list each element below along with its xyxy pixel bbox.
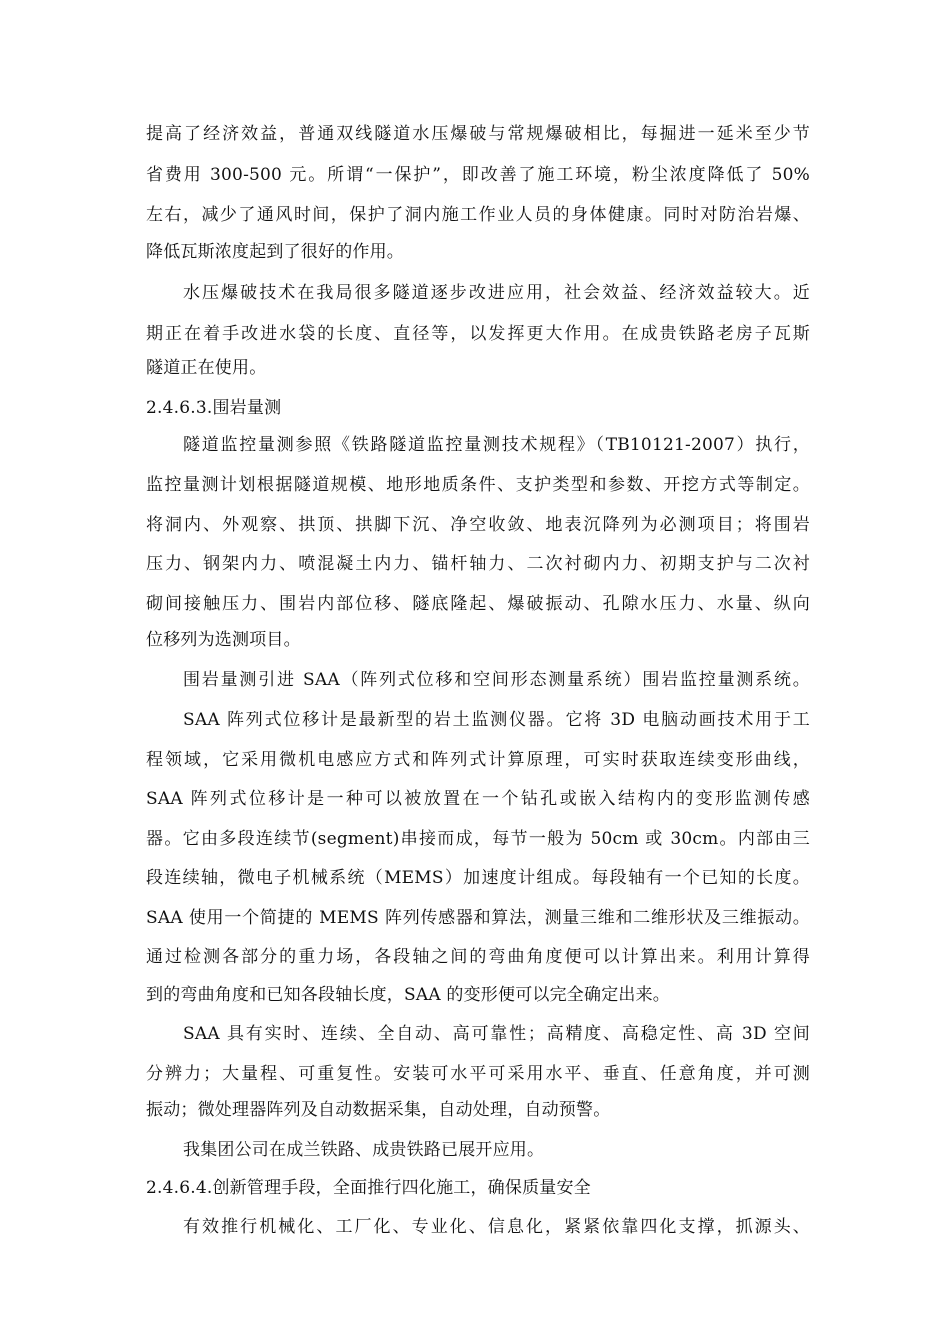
body-text-line: 程领域，它采用微机电感应方式和阵列式计算原理，可实时获取连续变形曲线，: [146, 750, 810, 770]
body-text-line: SAA 阵列式位移计是一种可以被放置在一个钻孔或嵌入结构内的变形监测传感: [146, 789, 810, 809]
body-text-line: 压力、钢架内力、喷混凝土内力、锚杆轴力、二次衬砌内力、初期支护与二次衬: [146, 554, 810, 574]
body-text-line: 提高了经济效益，普通双线隧道水压爆破与常规爆破相比，每掘进一延米至少节: [146, 124, 810, 144]
paragraph-first-line: 我集团公司在成兰铁路、成贵铁路已展开应用。: [183, 1140, 545, 1160]
body-text-line: SAA 使用一个简捷的 MEMS 阵列传感器和算法，测量三维和二维形状及三维振动。: [146, 908, 810, 928]
body-text-line: 分辨力；大量程、可重复性。安装可水平可采用水平、垂直、任意角度，并可测: [146, 1064, 810, 1084]
paragraph-first-line: 围岩量测引进 SAA（阵列式位移和空间形态测量系统）围岩监控量测系统。: [183, 670, 810, 690]
section-heading: 2.4.6.4.创新管理手段，全面推行四化施工，确保质量安全: [146, 1178, 591, 1198]
body-text-line: 器。它由多段连续节(segment)串接而成，每节一般为 50cm 或 30cm。内部由三: [146, 829, 810, 849]
body-text-line: 将洞内、外观察、拱顶、拱脚下沉、净空收敛、地表沉降列为必测项目；将围岩: [146, 515, 810, 535]
paragraph-first-line: 水压爆破技术在我局很多隧道逐步改进应用，社会效益、经济效益较大。近: [183, 283, 810, 303]
body-text-line: 砌间接触压力、围岩内部位移、隧底隆起、爆破振动、孔隙水压力、水量、纵向: [146, 594, 810, 614]
body-text-line: 位移列为选测项目。: [146, 630, 301, 650]
body-text-line: 通过检测各部分的重力场，各段轴之间的弯曲角度便可以计算出来。利用计算得: [146, 947, 810, 967]
body-text-line: 到的弯曲角度和已知各段轴长度，SAA 的变形便可以完全确定出来。: [146, 985, 671, 1005]
body-text-line: 监控量测计划根据隧道规模、地形地质条件、支护类型和参数、开挖方式等制定。: [146, 475, 810, 495]
body-text-line: 左右，减少了通风时间，保护了洞内施工作业人员的身体健康。同时对防治岩爆、: [146, 205, 810, 225]
body-text-line: 振动；微处理器阵列及自动数据采集，自动处理，自动预警。: [146, 1100, 611, 1120]
paragraph-first-line: 隧道监控量测参照《铁路隧道监控量测技术规程》（TB10121-2007）执行，: [183, 435, 810, 455]
body-text-line: 段连续轴，微电子机械系统（MEMS）加速度计组成。每段轴有一个已知的长度。: [146, 868, 810, 888]
paragraph-first-line: SAA 阵列式位移计是最新型的岩土监测仪器。它将 3D 电脑动画技术用于工: [183, 710, 810, 730]
body-text-line: 降低瓦斯浓度起到了很好的作用。: [146, 242, 404, 262]
body-text-line: 省费用 300-500 元。所谓“一保护”，即改善了施工环境，粉尘浓度降低了 50%: [146, 165, 810, 185]
paragraph-first-line: SAA 具有实时、连续、全自动、高可靠性；高精度、高稳定性、高 3D 空间: [183, 1024, 810, 1044]
body-text-line: 期正在着手改进水袋的长度、直径等，以发挥更大作用。在成贵铁路老房子瓦斯: [146, 324, 810, 344]
body-text-line: 隧道正在使用。: [146, 358, 267, 378]
section-heading: 2.4.6.3.围岩量测: [146, 398, 282, 418]
paragraph-first-line: 有效推行机械化、工厂化、专业化、信息化，紧紧依靠四化支撑，抓源头、: [183, 1217, 810, 1237]
